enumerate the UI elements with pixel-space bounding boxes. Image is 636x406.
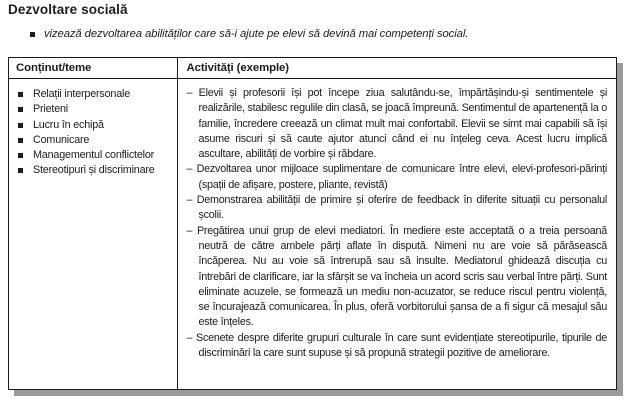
dash-bullet-icon: – (186, 331, 193, 344)
page-title: Dezvoltare socială (8, 2, 128, 17)
square-bullet-icon (18, 123, 23, 128)
list-item (18, 163, 172, 178)
activity-item (187, 193, 608, 224)
content-item-label: Relații interpersonale (33, 88, 131, 100)
intro-text: vizează dezvoltarea abilităților care să-i ajute pe elevi să devină mai competenți social. (44, 28, 469, 40)
activity-item (187, 331, 608, 362)
list-item (18, 118, 172, 133)
header-content-teme: Conținut/teme (9, 58, 178, 78)
square-bullet-icon (18, 138, 23, 143)
activity-item (187, 86, 608, 162)
table-body-row (9, 79, 616, 389)
content-item-label: Comunicare (33, 133, 90, 146)
dash-bullet-icon: – (186, 194, 193, 207)
content-item-label: Lucru în echipă (33, 118, 104, 131)
header-activitati: Activități (exemple) (186, 62, 289, 74)
content-item-label: Stereotipuri și discriminare (33, 164, 155, 177)
activity-text: Pregătirea unui grup de elevi mediatori. În mediere este acceptată o a treia persoană neutră de către ambele părți aflate în dispută. Nimeni nu are voie să părăsească încăperea. Nu au voie să întrerupă sau să insulte. Mediatorul ghidează discuția cu întrebări de clarificare, iar la sfârșit se va încheia un acord scris sau verbal între părți. Sunt eliminate acuzele, se formează un mediu non-acuzator, se reduce riscul pentru violență, se încurajează comunicarea. În plus, oferă vorbitorului șansa de a fi sigur că mesajul său este înțeles. (196, 224, 607, 329)
table-header-row (9, 58, 616, 79)
dash-bullet-icon: – (186, 224, 193, 237)
list-item (18, 102, 172, 117)
activities-table (8, 57, 617, 390)
content-teme-cell (9, 79, 178, 389)
intro-line (30, 28, 610, 40)
dash-bullet-icon: – (186, 163, 193, 176)
square-bullet-icon (18, 153, 23, 158)
list-item (18, 148, 172, 163)
activity-text: Dezvoltarea unor mijloace suplimentare de comunicare între elevi, elevi-profesori-părinți (spații de afișare, postere, pliante, revistă) (196, 163, 607, 191)
activity-text: Elevii și profesorii își pot începe ziua salutându-se, împărtășindu-și sentimentele și realizările, stabilesc regulile din clasă, se joacă împreună. Sentimentul de apartenență la o familie, încredere creează un climat mult mai confortabil. Elevii se simt mai capabili să își asume riscuri și să caute ajutor atunci când ei nu înțeleg ceva. Acest lucru implică ascultare, abilități de vorbire și răbdare. (198, 87, 607, 161)
activity-item (187, 162, 608, 193)
square-bullet-icon (18, 92, 23, 97)
list-item (18, 133, 172, 148)
activity-item (187, 224, 608, 331)
list-item (18, 87, 172, 102)
dash-bullet-icon: – (186, 87, 193, 99)
square-bullet-icon (18, 168, 23, 173)
activity-text: Scenete despre diferite grupuri culturale în care sunt evidențiate stereotipurile, tipurile de discriminări la care sunt supuse și să propună strategii pozitive de ameliorare. (196, 331, 607, 360)
square-bullet-icon (18, 107, 23, 112)
activities-cell (178, 79, 617, 389)
activity-text: Demonstrarea abilității de primire și oferire de feedback în diferite situații cu personalul școlii. (196, 194, 607, 222)
content-item-label: Managementul conflictelor (33, 149, 155, 162)
square-bullet-icon (30, 32, 35, 37)
content-item-label: Prieteni (33, 103, 69, 116)
